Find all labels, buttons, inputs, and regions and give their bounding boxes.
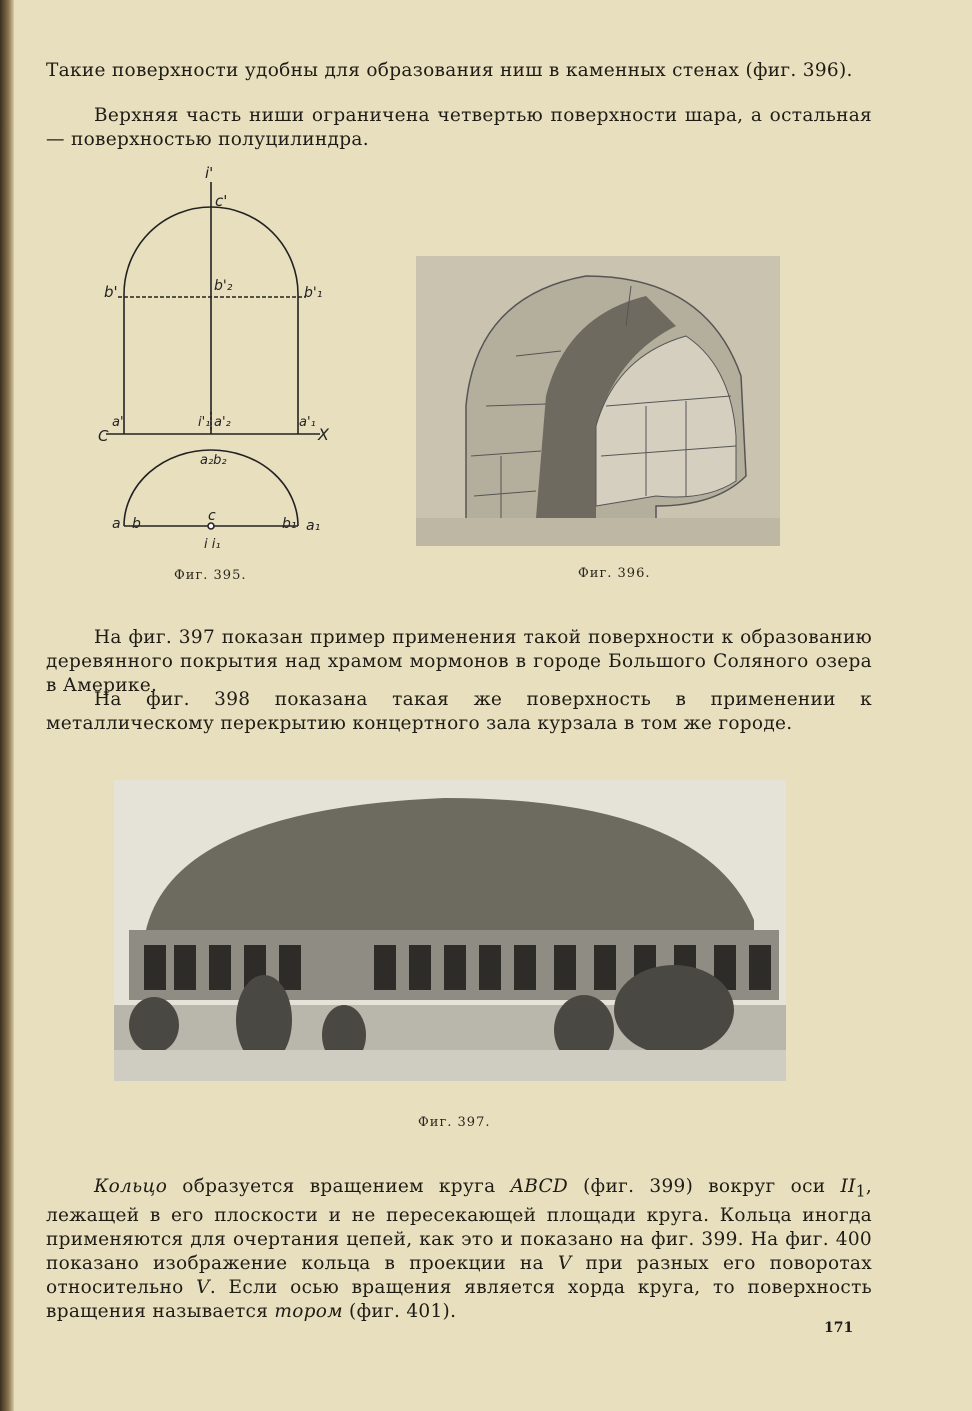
paragraph-2-text: Верхняя часть ниши ограничена четвертью поверхности шара, а остальная — поверхностью полуцилиндра. — [46, 105, 872, 150]
term-v-2: V — [196, 1276, 210, 1298]
paragraph-4 — [46, 688, 872, 736]
p5-text-3: , лежащей в его плоскости и не пересекающей площади круга. Кольца иногда применяются для очертания цепей, как это и показано на фиг. 399. На фиг. 400 показано изображение кольца в проекции на — [46, 1176, 872, 1274]
label-x: X — [318, 425, 329, 444]
label-a: a — [112, 516, 121, 532]
term-kolco: Кольцо — [94, 1176, 168, 1197]
paragraph-4-text: На фиг. 398 показана такая же поверхность в применении к металлическому перекрытию концертного зала курзала в том же городе. — [46, 689, 872, 734]
label-a2-prime: a'₂ — [214, 415, 231, 430]
label-b-prime: b' — [104, 283, 118, 301]
label-i1-prime: i'₁ — [198, 415, 211, 430]
label-b2-prime: b'₂ — [214, 278, 233, 294]
paragraph-3-text: На фиг. 397 показан пример применения такой поверхности к образованию деревянного покрытия над храмом мормонов в городе Большого Соляного озера в Америке. — [46, 627, 872, 696]
label-a2b2: a₂b₂ — [200, 453, 227, 468]
label-a-prime: a' — [112, 415, 124, 430]
label-i-i1: i i₁ — [204, 537, 221, 552]
p5-text-2: (фиг. 399) вокруг оси — [568, 1176, 841, 1197]
label-a1: a₁ — [306, 518, 321, 534]
paragraph-2 — [46, 104, 872, 152]
label-i-prime: i' — [205, 164, 214, 182]
label-c-left: C — [98, 427, 109, 445]
p5-text-6: (фиг. 401). — [342, 1300, 457, 1322]
label-b1: b₁ — [282, 516, 297, 532]
caption-fig-397: Фиг. 397. — [418, 1115, 491, 1130]
p5-text-4: при разных его поворотах относительно — [46, 1252, 872, 1298]
term-v-1: V — [557, 1252, 572, 1274]
term-axis: II — [840, 1176, 856, 1197]
label-a1-prime: a'₁ — [299, 415, 316, 430]
figure-397-photo-drawing — [114, 780, 786, 1081]
label-b1-prime: b'₁ — [304, 285, 323, 301]
label-c: c — [208, 508, 216, 524]
term-axis-sub: 1 — [855, 1182, 866, 1201]
figure-396-illustration — [416, 256, 780, 546]
p5-text-5: . Если осью вращения является хорда круга, то поверхность вращения называется — [46, 1276, 873, 1322]
paragraph-1: Такие поверхности удобны для образования ниш в каменных стенах (фиг. 396). — [46, 60, 853, 81]
label-b: b — [132, 516, 141, 532]
p5-text-1: образуется вращением круга — [167, 1176, 511, 1197]
book-spine-shadow — [0, 0, 14, 1411]
paragraph-5 — [46, 1175, 872, 1324]
label-c-prime: c' — [215, 192, 228, 210]
term-abcd: ABCD — [510, 1176, 569, 1197]
caption-fig-395: Фиг. 395. — [174, 568, 247, 583]
page-number: 171 — [824, 1320, 854, 1336]
term-torus: тором — [274, 1300, 343, 1322]
figure-397-photo — [114, 780, 786, 1081]
caption-fig-396: Фиг. 396. — [578, 566, 651, 581]
figure-395-diagram — [94, 160, 344, 560]
